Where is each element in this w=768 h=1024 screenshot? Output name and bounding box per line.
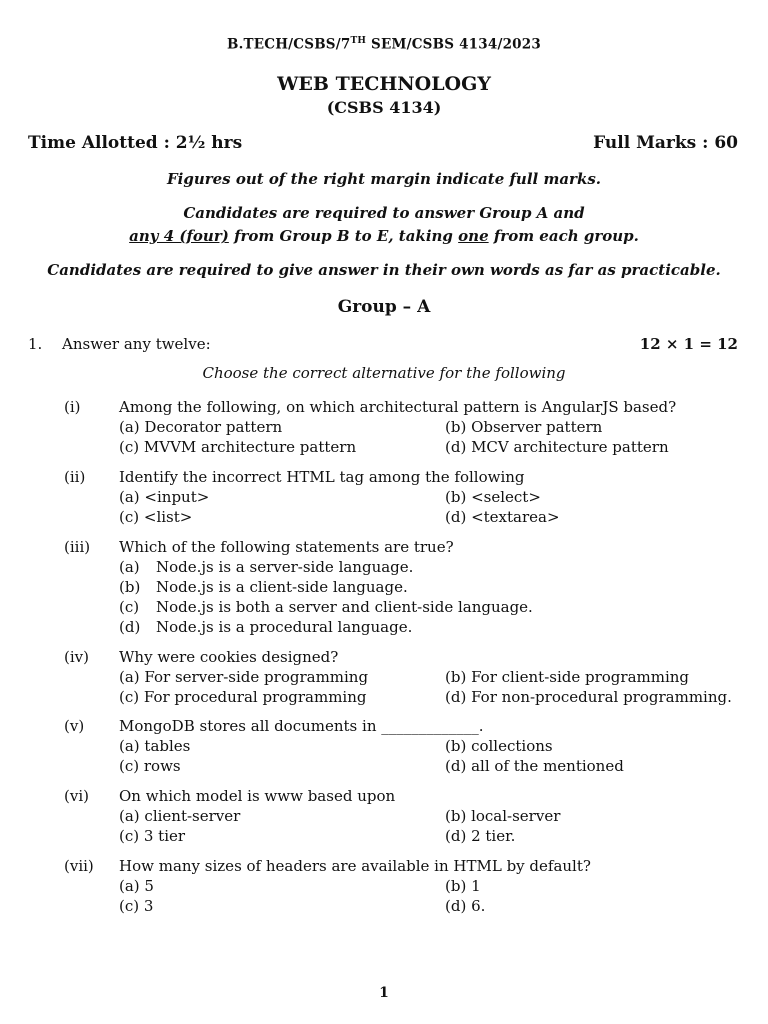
item-stem: Why were cookies designed?: [119, 648, 339, 666]
paper-subcode: (CSBS 4134): [326, 98, 442, 117]
item-number: (vi): [64, 787, 89, 805]
time-allotted: Time Allotted : 2½ hrs: [28, 133, 243, 153]
option-b: (b) <select>: [445, 488, 541, 506]
option-c: (c) MVVM architecture pattern: [119, 438, 357, 456]
instruction-margin-marks: Figures out of the right margin indicate full marks.: [166, 170, 602, 188]
option-d: (d) For non-procedural programming.: [445, 688, 732, 706]
option-c: (c) 3 tier: [119, 827, 186, 845]
question-subtitle: Choose the correct alternative for the following: [202, 364, 566, 382]
option-c: (c) rows: [119, 757, 181, 775]
item-stem: On which model is www based upon: [119, 787, 396, 805]
option-b: (b) Observer pattern: [445, 418, 603, 436]
item-stem: Among the following, on which architectural pattern is AngularJS based?: [119, 398, 677, 416]
group-heading: Group – A: [337, 297, 431, 317]
option-b-label: (b): [119, 578, 141, 596]
item-number: (ii): [64, 468, 86, 486]
option-b: (b) local-server: [445, 807, 561, 825]
item-number: (v): [64, 717, 85, 735]
option-b: Node.js is a client-side language.: [156, 578, 408, 596]
paper-code: B.TECH/CSBS/7TH SEM/CSBS 4134/2023: [227, 36, 541, 53]
option-a: (a) Decorator pattern: [119, 418, 283, 436]
option-a: Node.js is a server-side language.: [156, 558, 414, 576]
item-number: (i): [64, 398, 81, 416]
item-number: (vii): [64, 857, 94, 875]
item-stem: Identify the incorrect HTML tag among the following: [119, 468, 525, 486]
option-d: (d) <textarea>: [445, 508, 560, 526]
question-number: 1.: [28, 335, 43, 353]
option-d-label: (d): [119, 618, 141, 636]
option-a: (a) 5: [119, 877, 154, 895]
item-stem: MongoDB stores all documents in _____________.: [119, 717, 484, 735]
option-d: (d) all of the mentioned: [445, 757, 624, 775]
option-c: (c) For procedural programming: [119, 688, 367, 706]
question-text: Answer any twelve:: [62, 335, 211, 353]
option-d: Node.js is a procedural language.: [156, 618, 413, 636]
instruction-groups-b-e: any 4 (four) from Group B to E, taking one from each group.: [129, 227, 639, 245]
full-marks: Full Marks : 60: [593, 133, 738, 153]
option-a: (a) <input>: [119, 488, 210, 506]
option-b: (b) For client-side programming: [445, 668, 690, 686]
option-a: (a) tables: [119, 737, 191, 755]
option-a: (a) For server-side programming: [119, 668, 369, 686]
item-number: (iv): [64, 648, 89, 666]
page-number: 1: [379, 985, 389, 1001]
option-a-label: (a): [119, 558, 140, 576]
option-c: Node.js is both a server and client-side language.: [156, 598, 533, 616]
option-d: (d) MCV architecture pattern: [445, 438, 669, 456]
instruction-group-a: Candidates are required to answer Group A and: [183, 204, 585, 222]
paper-title: WEB TECHNOLOGY: [277, 73, 491, 95]
item-stem: Which of the following statements are true?: [119, 538, 454, 556]
question-marks: 12 × 1 = 12: [639, 335, 738, 353]
item-number: (iii): [64, 538, 91, 556]
option-b: (b) collections: [445, 737, 553, 755]
item-stem: How many sizes of headers are available in HTML by default?: [119, 857, 591, 875]
option-d: (d) 6.: [445, 897, 486, 915]
option-c: (c) <list>: [119, 508, 193, 526]
instruction-own-words: Candidates are required to give answer in their own words as far as practicable.: [47, 261, 721, 279]
option-b: (b) 1: [445, 877, 481, 895]
option-d: (d) 2 tier.: [445, 827, 516, 845]
option-a: (a) client-server: [119, 807, 241, 825]
option-c: (c) 3: [119, 897, 154, 915]
option-c-label: (c): [119, 598, 140, 616]
